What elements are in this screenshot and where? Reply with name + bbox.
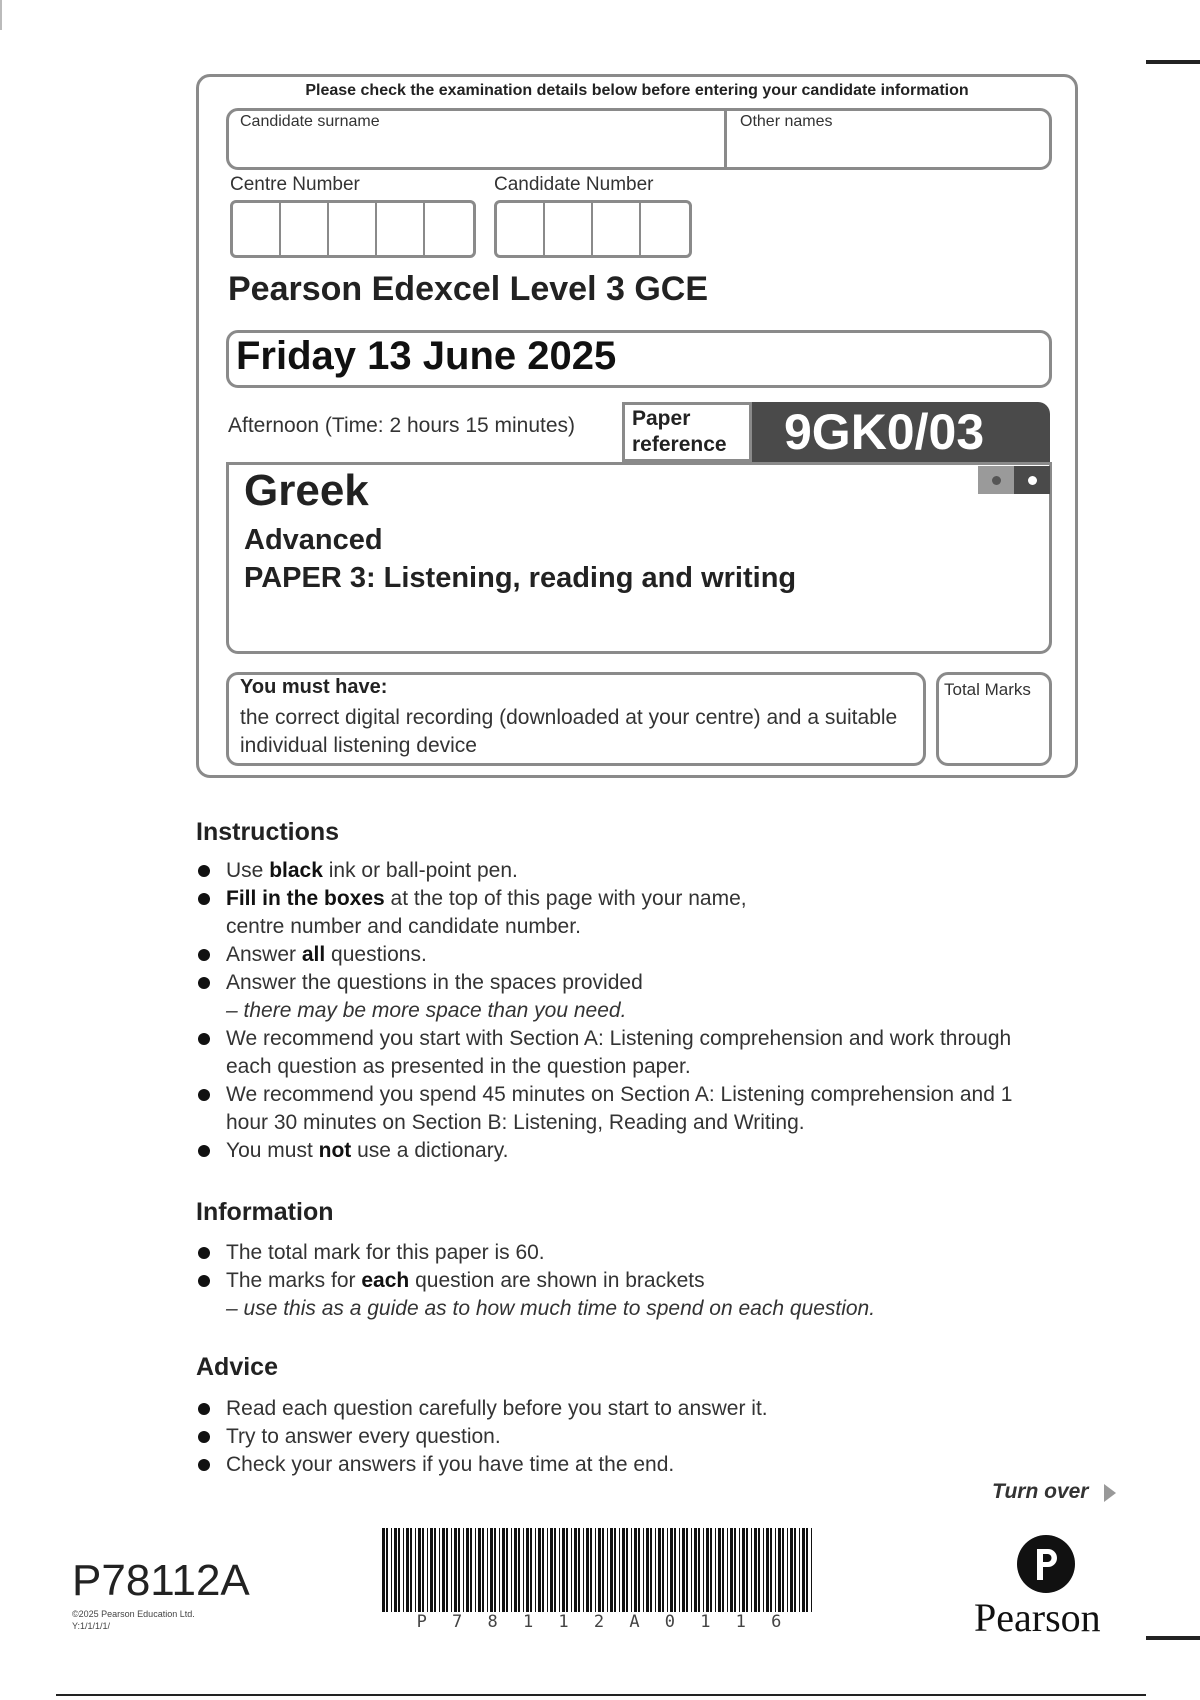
barcode-bar <box>466 1528 469 1612</box>
barcode-bar <box>614 1528 616 1612</box>
barcode-bar <box>583 1528 584 1612</box>
barcode-bar <box>787 1528 788 1612</box>
centre-number-label: Centre Number <box>230 174 360 195</box>
barcode-bar <box>811 1528 812 1612</box>
barcode-bar <box>722 1528 724 1612</box>
barcode-bar <box>799 1528 800 1612</box>
pearson-p-logo-icon <box>1016 1534 1076 1594</box>
triangle-right-icon <box>1104 1484 1116 1502</box>
centre-number-boxes[interactable] <box>230 200 476 258</box>
barcode-bar <box>610 1528 613 1612</box>
barcode-bar <box>758 1528 760 1612</box>
barcode-bar <box>670 1528 673 1612</box>
barcode-bar <box>403 1528 404 1612</box>
barcode-bar <box>742 1528 745 1612</box>
barcode-bar <box>778 1528 781 1612</box>
barcode-bar <box>478 1528 481 1612</box>
barcode-digit: P <box>416 1612 427 1632</box>
barcode-bar <box>770 1528 772 1612</box>
barcode-bar <box>434 1528 436 1612</box>
barcode-bar <box>790 1528 793 1612</box>
barcode-bar <box>806 1528 808 1612</box>
barcode-bar <box>662 1528 664 1612</box>
digit-box[interactable] <box>641 203 689 255</box>
barcode-bar <box>454 1528 457 1612</box>
list-item: You must not use a dictionary. <box>196 1137 1076 1165</box>
barcode-bar <box>638 1528 640 1612</box>
barcode-bar <box>562 1528 565 1612</box>
barcode-bar <box>386 1528 388 1612</box>
barcode-bar <box>643 1528 644 1612</box>
barcode-bar <box>398 1528 400 1612</box>
total-marks-label: Total Marks <box>944 680 1031 699</box>
candidate-number-label: Candidate Number <box>494 174 654 195</box>
barcode-bar <box>523 1528 524 1612</box>
list-item: We recommend you spend 45 minutes on Section A: Listening comprehension and 1 hour 30 minutes on Section B: Listening, Reading and Writing. <box>196 1081 1056 1137</box>
barcode-bar <box>674 1528 676 1612</box>
barcode-bar <box>574 1528 577 1612</box>
digit-box[interactable] <box>425 203 473 255</box>
barcode-bar <box>598 1528 601 1612</box>
barcode-bar <box>706 1528 709 1612</box>
barcode-bar <box>535 1528 536 1612</box>
dot-icon <box>992 476 1001 485</box>
reference-marker-dots <box>978 466 1050 494</box>
barcode-bar <box>463 1528 464 1612</box>
barcode-bar <box>802 1528 805 1612</box>
must-have-text: the correct digital recording (downloaded at your centre) and a suitable individual listening device <box>240 706 898 757</box>
barcode-bar <box>427 1528 428 1612</box>
barcode-bar <box>766 1528 769 1612</box>
crop-mark <box>56 1694 1146 1696</box>
barcode-bar <box>415 1528 416 1612</box>
barcode-bar <box>631 1528 632 1612</box>
barcode-digit: 1 <box>522 1612 534 1632</box>
paper-code: P78112A <box>72 1556 250 1605</box>
list-item: Answer all questions. <box>196 941 1076 969</box>
list-item: The marks for each question are shown in brackets – use this as a guide as to how much time to spend on each question. <box>196 1267 1076 1323</box>
barcode-bar <box>590 1528 592 1612</box>
digit-box[interactable] <box>377 203 425 255</box>
paper-title: PAPER 3: Listening, reading and writing <box>244 562 797 594</box>
crop-mark <box>1146 60 1200 64</box>
barcode-bar <box>775 1528 776 1612</box>
barcode-bar <box>715 1528 716 1612</box>
subject-level: Advanced <box>244 524 383 556</box>
barcode-bar <box>626 1528 628 1612</box>
marker-dot-cell <box>1014 466 1050 494</box>
barcode-bar <box>655 1528 656 1612</box>
digit-box[interactable] <box>497 203 545 255</box>
information-list <box>196 1239 1076 1323</box>
barcode-bar <box>550 1528 553 1612</box>
barcode-digit: 2 <box>593 1612 605 1632</box>
must-have-title: You must have: <box>240 676 388 698</box>
barcode-bar <box>679 1528 680 1612</box>
barcode-bar <box>499 1528 500 1612</box>
barcode-bar <box>482 1528 484 1612</box>
barcode-bar <box>566 1528 568 1612</box>
barcode-bar <box>686 1528 688 1612</box>
barcode-digit: 1 <box>735 1612 746 1632</box>
barcode-bar <box>602 1528 604 1612</box>
qualification-title: Pearson Edexcel Level 3 GCE <box>228 270 709 308</box>
barcode-bar <box>619 1528 620 1612</box>
barcode-bar <box>710 1528 712 1612</box>
list-item: Check your answers if you have time at the end. <box>196 1451 1076 1479</box>
barcode-bar <box>682 1528 685 1612</box>
advice-list <box>196 1395 1076 1479</box>
list-item: Fill in the boxes at the top of this page with your name, centre number and candidate number. <box>196 885 786 941</box>
digit-box[interactable] <box>593 203 641 255</box>
barcode-bar <box>667 1528 668 1612</box>
paper-reference-label-line: reference <box>632 433 727 456</box>
barcode-bar <box>514 1528 517 1612</box>
barcode-bar <box>703 1528 704 1612</box>
barcode-bar <box>458 1528 460 1612</box>
exam-date: Friday 13 June 2025 <box>236 334 617 378</box>
barcode-bar <box>691 1528 692 1612</box>
barcode-bar <box>607 1528 608 1612</box>
barcode-bar <box>658 1528 661 1612</box>
barcode-bar <box>382 1528 385 1612</box>
barcode-bar <box>547 1528 548 1612</box>
barcode-bar <box>554 1528 556 1612</box>
barcode-bar <box>734 1528 736 1612</box>
barcode-bar <box>410 1528 412 1612</box>
barcode-bar <box>439 1528 440 1612</box>
paper-reference-code: 9GK0/03 <box>784 404 985 460</box>
barcode-bar <box>571 1528 572 1612</box>
list-item: Read each question carefully before you start to answer it. <box>196 1395 1076 1423</box>
barcode-bar <box>430 1528 433 1612</box>
barcode-bar <box>446 1528 448 1612</box>
digit-box[interactable] <box>545 203 593 255</box>
barcode-bar <box>578 1528 580 1612</box>
barcode-bar <box>650 1528 652 1612</box>
barcode-bar <box>490 1528 493 1612</box>
barcode-bar <box>586 1528 589 1612</box>
barcode-bar <box>782 1528 784 1612</box>
barcode-bar <box>530 1528 532 1612</box>
barcode-bar <box>595 1528 596 1612</box>
paper-reference-label <box>632 406 727 458</box>
barcode-bar <box>646 1528 649 1612</box>
list-item: The total mark for this paper is 60. <box>196 1239 1076 1267</box>
information-title: Information <box>196 1198 334 1226</box>
barcode-bar <box>406 1528 409 1612</box>
barcode-digit: 0 <box>664 1612 676 1632</box>
barcode-digit: 1 <box>558 1612 569 1632</box>
advice-title: Advice <box>196 1353 278 1381</box>
barcode-bar <box>502 1528 505 1612</box>
instructions-list <box>196 857 1076 1165</box>
barcode-bar <box>470 1528 472 1612</box>
barcode-bar <box>746 1528 748 1612</box>
dot-icon <box>1028 476 1037 485</box>
marker-dot-cell <box>978 466 1014 494</box>
exam-session: Afternoon (Time: 2 hours 15 minutes) <box>228 414 576 437</box>
barcode-digits <box>380 1612 818 1632</box>
barcode-bar <box>418 1528 421 1612</box>
barcode <box>380 1528 818 1612</box>
list-item: We recommend you start with Section A: Listening comprehension and work through each question as presented in the question paper. <box>196 1025 1036 1081</box>
barcode-digit: 1 <box>700 1612 711 1632</box>
barcode-bar <box>518 1528 520 1612</box>
digit-box[interactable] <box>233 203 281 255</box>
barcode-bar <box>526 1528 529 1612</box>
barcode-bar <box>751 1528 752 1612</box>
barcode-bar <box>538 1528 541 1612</box>
other-names-label: Other names <box>740 113 833 130</box>
candidate-number-boxes[interactable] <box>494 200 692 258</box>
barcode-digit: 8 <box>487 1612 498 1632</box>
barcode-bar <box>730 1528 733 1612</box>
barcode-bar <box>487 1528 488 1612</box>
publisher-wordmark: Pearson <box>974 1595 1101 1640</box>
digit-box[interactable] <box>329 203 377 255</box>
barcode-bar <box>559 1528 560 1612</box>
copyright-line: ©2025 Pearson Education Ltd. <box>72 1609 195 1619</box>
barcode-bar <box>794 1528 796 1612</box>
barcode-bar <box>727 1528 728 1612</box>
copyright-note <box>72 1608 195 1632</box>
check-details-note: Please check the examination details below before entering your candidate information <box>305 82 969 99</box>
barcode-digit: A <box>629 1612 640 1632</box>
barcode-bar <box>475 1528 476 1612</box>
subject-title: Greek <box>244 466 369 515</box>
barcode-digit: 7 <box>452 1612 463 1632</box>
barcode-bar <box>698 1528 700 1612</box>
barcode-bar <box>494 1528 496 1612</box>
candidate-surname-label: Candidate surname <box>240 113 380 130</box>
list-item: Answer the questions in the spaces provided – there may be more space than you need. <box>196 969 1076 1025</box>
list-item: Use black ink or ball-point pen. <box>196 857 786 885</box>
barcode-bar <box>694 1528 697 1612</box>
barcode-bar <box>391 1528 392 1612</box>
name-box-divider <box>724 108 727 170</box>
barcode-bar <box>634 1528 637 1612</box>
barcode-bar <box>506 1528 508 1612</box>
barcode-bar <box>763 1528 764 1612</box>
barcode-bar <box>718 1528 721 1612</box>
barcode-bar <box>442 1528 445 1612</box>
barcode-bar <box>754 1528 757 1612</box>
list-item: Try to answer every question. <box>196 1423 1076 1451</box>
instructions-title: Instructions <box>196 818 340 846</box>
turn-over-label: Turn over <box>992 1480 1089 1503</box>
copyright-line: Y:1/1/1/1/ <box>72 1621 111 1631</box>
barcode-bar <box>622 1528 625 1612</box>
barcode-bar <box>394 1528 397 1612</box>
barcode-bar <box>542 1528 544 1612</box>
barcode-bar <box>739 1528 740 1612</box>
digit-box[interactable] <box>281 203 329 255</box>
crop-mark <box>0 0 2 30</box>
barcode-digit: 6 <box>771 1612 782 1632</box>
barcode-bar <box>451 1528 452 1612</box>
barcode-bar <box>511 1528 512 1612</box>
barcode-bar <box>422 1528 424 1612</box>
crop-mark <box>1146 1636 1200 1640</box>
paper-reference-label-line: Paper <box>632 407 691 430</box>
